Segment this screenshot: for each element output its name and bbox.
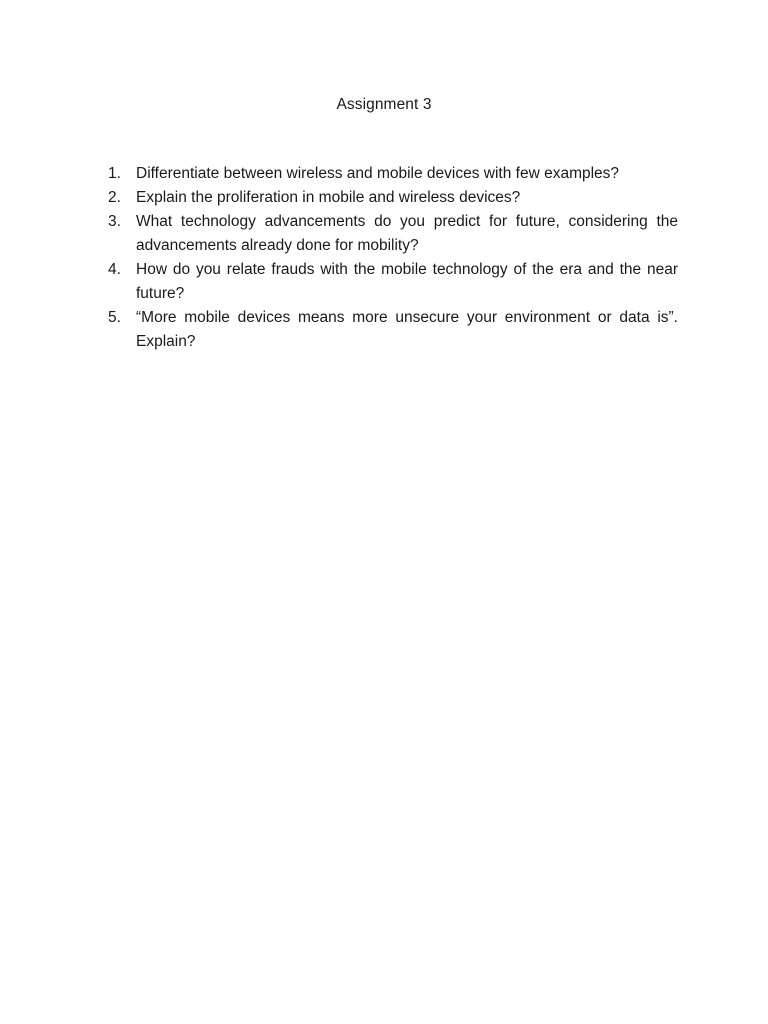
list-item — [108, 258, 678, 306]
question-text: What technology advancements do you predict for future, considering the advancements already done for mobility? — [136, 213, 678, 254]
list-item — [108, 162, 678, 186]
question-number: 1. — [108, 165, 121, 182]
question-list — [108, 162, 678, 354]
question-number: 4. — [108, 261, 121, 278]
question-text: Explain the proliferation in mobile and wireless devices? — [136, 189, 521, 206]
list-item — [108, 210, 678, 258]
question-text: How do you relate frauds with the mobile technology of the era and the near future? — [136, 261, 678, 302]
question-text: Differentiate between wireless and mobile devices with few examples? — [136, 165, 620, 182]
list-item — [108, 186, 678, 210]
question-number: 3. — [108, 213, 121, 230]
list-item — [108, 306, 678, 354]
page-title: Assignment 3 — [336, 96, 432, 113]
question-text: “More mobile devices means more unsecure your environment or data is”. Explain? — [136, 309, 678, 350]
question-number: 2. — [108, 189, 121, 206]
question-number: 5. — [108, 309, 121, 326]
